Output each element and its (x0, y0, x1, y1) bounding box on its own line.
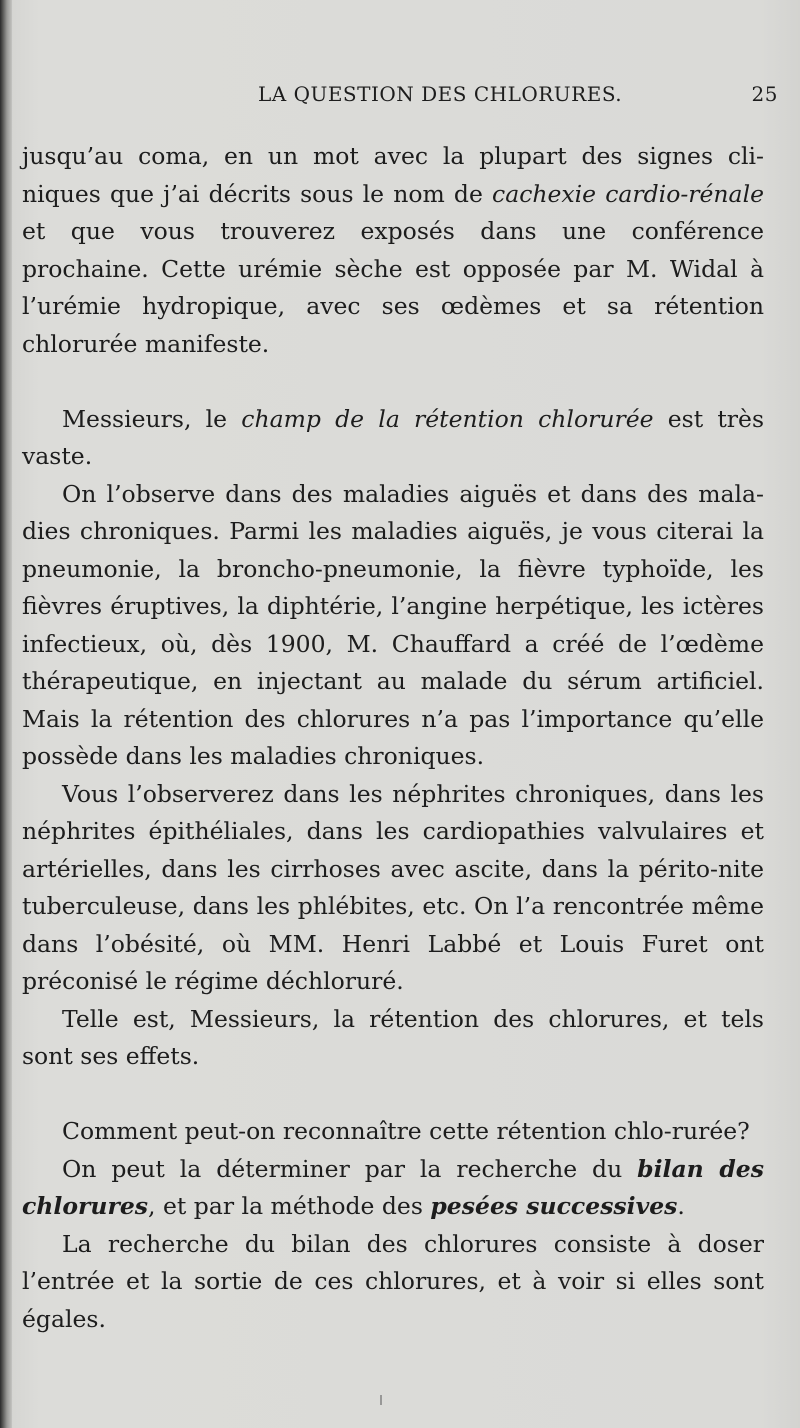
paragraph-1 (22, 138, 764, 363)
p2-text-a: Messieurs, le (62, 404, 242, 433)
paragraph-4: Vous l’observerez dans les néphrites chroniques, dans les néphrites épithéliales, dans les cardiopathies valvulaires et artérielles, dans les cirrhoses avec ascite, dans la périto-nite tuberculeuse, dans les phlébites, etc. On l’a rencontrée même dans l’obésité, où MM. Henri Labbé et Louis Furet ont préconisé le régime déchloruré. (22, 779, 764, 995)
p2-text-c: est très vaste. (22, 404, 765, 470)
page-header (258, 82, 778, 122)
p7-text-a: On peut la déterminer par la recherche du (62, 1154, 638, 1183)
binding-edge (0, 0, 12, 1428)
paper-speck (380, 1395, 382, 1405)
body-text (22, 138, 764, 1338)
paragraph-2 (22, 401, 764, 476)
paragraph-3: On l’observe dans des maladies aiguës et dans des mala-dies chroniques. Parmi les maladies aiguës, je vous citerai la pneumonie, la broncho-pneumonie, la fièvre typhoïde, les fièvres éruptives, la diphtérie, l’angine herpétique, les ictères infectieux, où, dès 1900, M. Chauffard a créé de l’œdème thérapeutique, en injectant au malade du sérum artificiel. Mais la rétention des chlorures n’a pas l’importance qu’elle possède dans les maladies chroniques. (22, 479, 764, 770)
p7-text-c: , et par la méthode des (148, 1192, 431, 1220)
running-title: LA QUESTION DES CHLORURES. (258, 82, 623, 106)
p2-italic-term: champ de la rétention chlorurée (241, 404, 654, 433)
paragraph-7 (22, 1151, 764, 1226)
p7-italic-term-2: pesées successives (430, 1192, 678, 1220)
p1-text-a: jusqu’au coma, en un mot avec la plupart des signes cli-niques que j’ai décrits sous le nom de (22, 142, 764, 208)
p1-text-c: et que vous trouverez exposés dans une conférence prochaine. Cette urémie sèche est opposée par M. Widal à l’urémie hydropique, avec ses œdèmes et sa rétention chlorurée manifeste. (22, 217, 764, 358)
paragraph-6: Comment peut-on reconnaître cette rétention chlo-rurée? (62, 1117, 750, 1145)
page-number: 25 (751, 82, 778, 106)
paragraph-8: La recherche du bilan des chlorures consiste à doser l’entrée et la sortie de ces chlorures, et à voir si elles sont égales. (22, 1229, 764, 1333)
p7-text-e: . (677, 1192, 685, 1220)
p1-italic-term: cachexie cardio-rénale (492, 179, 764, 208)
p7-italic-term-1: bilan des chlorures (22, 1154, 764, 1220)
paragraph-5: Telle est, Messieurs, la rétention des chlorures, et tels sont ses effets. (22, 1004, 764, 1070)
